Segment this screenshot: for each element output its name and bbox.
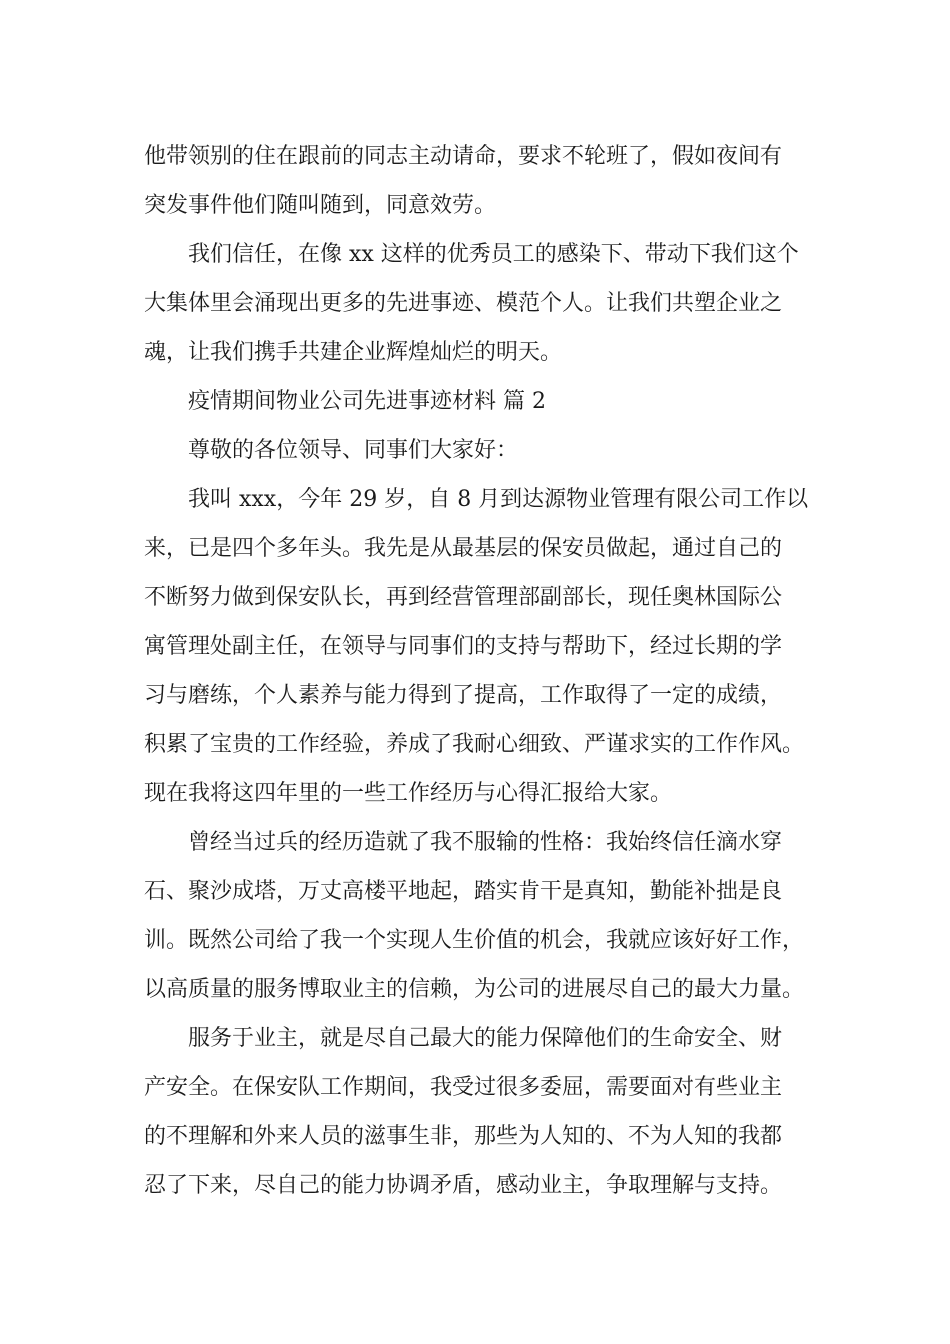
text-line: 产安全。在保安队工作期间，我受过很多委屈，需要面对有些业主 xyxy=(144,1075,783,1100)
text-line: 训。既然公司给了我一个实现人生价值的机会，我就应该好好工作， xyxy=(144,928,805,953)
text-line: 以高质量的服务博取业主的信赖，为公司的进展尽自己的最大力量。 xyxy=(144,977,805,1002)
paragraph-first-line: 曾经当过兵的经历造就了我不服输的性格：我始终信任滴水穿 xyxy=(188,830,783,855)
text-line: 积累了宝贵的工作经验，养成了我耐心细致、严谨求实的工作作风。 xyxy=(144,732,805,757)
text-line: 寓管理处副主任，在领导与同事们的支持与帮助下，经过长期的学 xyxy=(144,634,783,659)
text-line: 魂，让我们携手共建企业辉煌灿烂的明天。 xyxy=(144,340,563,365)
text-line: 忍了下来，尽自己的能力协调矛盾，感动业主，争取理解与支持。 xyxy=(144,1173,783,1198)
text-line: 的不理解和外来人员的滋事生非，那些为人知的、不为人知的我都 xyxy=(144,1124,783,1149)
salutation: 尊敬的各位领导、同事们大家好： xyxy=(188,438,519,463)
paragraph-first-line: 服务于业主，就是尽自己最大的能力保障他们的生命安全、财 xyxy=(188,1026,783,1051)
text-line: 突发事件他们随叫随到，同意效劳。 xyxy=(144,193,497,218)
text-line: 来，已是四个多年头。我先是从最基层的保安员做起，通过自己的 xyxy=(144,536,783,561)
text-line: 石、聚沙成塔，万丈高楼平地起，踏实肯干是真知，勤能补拙是良 xyxy=(144,879,783,904)
text-line: 他带领别的住在跟前的同志主动请命，要求不轮班了，假如夜间有 xyxy=(144,144,783,169)
paragraph-first-line: 我叫 xxx，今年 29 岁，自 8 月到达源物业管理有限公司工作以 xyxy=(188,487,809,512)
paragraph-first-line: 我们信任，在像 xx 这样的优秀员工的感染下、带动下我们这个 xyxy=(188,242,799,267)
section-heading: 疫情期间物业公司先进事迹材料 篇 2 xyxy=(188,389,546,414)
text-line: 现在我将这四年里的一些工作经历与心得汇报给大家。 xyxy=(144,781,673,806)
document-body xyxy=(144,132,824,1210)
text-line: 不断努力做到保安队长，再到经营管理部副部长，现任奥林国际公 xyxy=(144,585,783,610)
text-line: 大集体里会涌现出更多的先进事迹、模范个人。让我们共塑企业之 xyxy=(144,291,783,316)
text-line: 习与磨练，个人素养与能力得到了提高，工作取得了一定的成绩， xyxy=(144,683,783,708)
